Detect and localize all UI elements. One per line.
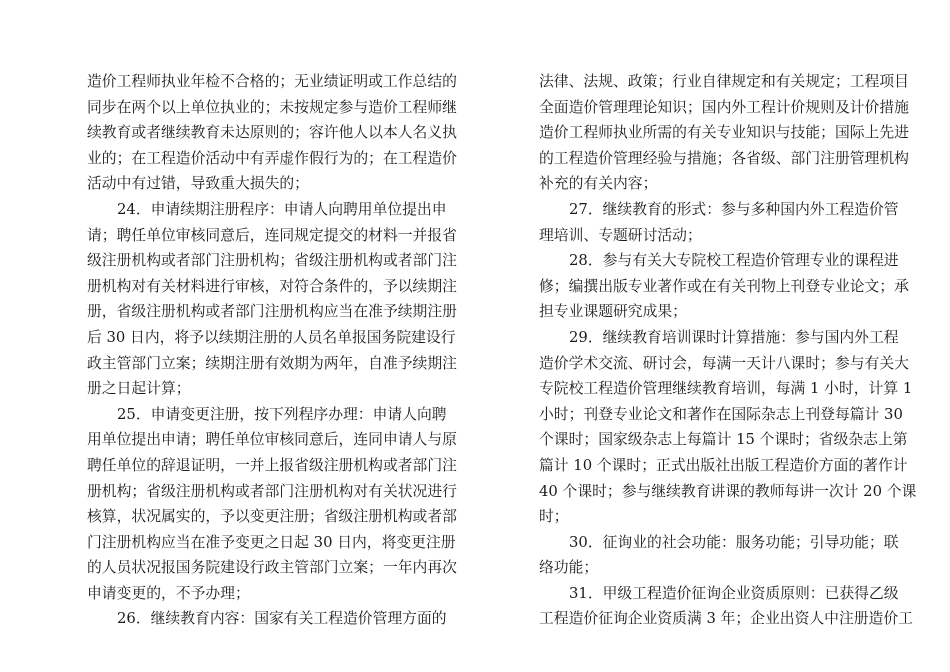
text-line: 造价工程师执业年检不合格的；无业绩证明或工作总结的 (87, 73, 457, 90)
text-line: 册机构对有关材料进行审核，对符合条件的，予以续期注 (87, 277, 457, 295)
text-line: 用单位提出申请；聘任单位审核同意后，连同申请人与原 (87, 431, 457, 449)
text-line: 时； (539, 508, 569, 526)
text-line: 请；聘任单位审核同意后，连同规定提交的材料一并报省 (87, 226, 457, 244)
text-line: 造价工程师执业所需的有关专业知识与技能；国际上先进 (539, 124, 909, 142)
text-line: 28．参与有关大专院校工程造价管理专业的课程进 (569, 252, 899, 270)
left-text-column (87, 69, 457, 632)
text-line: 册之日起计算； (87, 380, 191, 398)
text-line: 24．申请续期注册程序：申请人向聘用单位提出申 (117, 200, 447, 218)
text-line: 门注册机构应当在准予变更之日起 30 日内，将变更注册 (87, 533, 456, 551)
text-line: 专院校工程造价管理继续教育培训，每满 1 小时，计算 1 (539, 380, 913, 398)
text-line: 理培训、专题研讨活动； (539, 226, 702, 244)
text-line: 聘任单位的辞退证明，一并上报省级注册机构或者部门注 (87, 456, 457, 474)
text-line: 31．甲级工程造价征询企业资质原则：已获得乙级 (569, 584, 899, 602)
text-line: 法律、法规、政策；行业自律规定和有关规定；工程项目 (539, 73, 909, 90)
text-line: 册，省级注册机构或者部门注册机构应当在准予续期注册 (87, 303, 457, 321)
text-line: 活动中有过错，导致重大损失的； (87, 175, 309, 193)
text-line: 全面造价管理理论知识；国内外工程计价规则及计价措施 (539, 98, 909, 116)
text-line: 申请变更的，不予办理； (87, 584, 250, 602)
text-line: 26．继续教育内容：国家有关工程造价管理方面的 (117, 610, 447, 628)
text-line: 的工程造价管理经验与措施；各省级、部门注册管理机构 (539, 149, 909, 167)
text-line: 同步在两个以上单位执业的；未按规定参与造价工程师继 (87, 98, 457, 116)
text-line: 后 30 日内，将予以续期注册的人员名单报国务院建设行 (87, 328, 456, 346)
text-line: 担专业课题研究成果； (539, 303, 687, 321)
text-line: 业的；在工程造价活动中有弄虚作假行为的；在工程造价 (87, 149, 457, 167)
text-line: 补充的有关内容； (539, 175, 658, 193)
text-line: 修；编撰出版专业著作或在有关刊物上刊登专业论文；承 (539, 277, 909, 295)
text-line: 个课时；国家级杂志上每篇计 15 个课时；省级杂志上第 (539, 431, 908, 449)
text-line: 27．继续教育的形式：参与多种国内外工程造价管 (569, 200, 899, 218)
text-line: 30．征询业的社会功能：服务功能；引导功能；联 (569, 533, 899, 551)
text-line: 级注册机构或者部门注册机构；省级注册机构或者部门注 (87, 252, 457, 270)
text-line: 政主管部门立案；续期注册有效期为两年，自准予续期注 (87, 354, 457, 372)
text-line: 篇计 10 个课时；正式出版社出版工程造价方面的著作计 (539, 456, 908, 474)
text-line: 的人员状况报国务院建设行政主管部门立案；一年内再次 (87, 559, 457, 577)
text-line: 续教育或者继续教育未达原则的；容许他人以本人名义执 (87, 124, 457, 142)
text-line: 工程造价征询企业资质满 3 年；企业出资人中注册造价工 (539, 610, 913, 628)
text-line: 29．继续教育培训课时计算措施：参与国内外工程 (569, 328, 899, 346)
right-text-column (539, 69, 917, 632)
text-line: 络功能； (539, 559, 599, 577)
text-line: 册机构；省级注册机构或者部门注册机构对有关状况进行 (87, 482, 457, 500)
text-line: 造价学术交流、研讨会，每满一天计八课时；参与有关大 (539, 354, 909, 372)
text-line: 25．申请变更注册，按下列程序办理：申请人向聘 (117, 405, 447, 423)
text-line: 小时；刊登专业论文和著作在国际杂志上刊登每篇计 30 (539, 405, 903, 423)
text-line: 40 个课时；参与继续教育讲课的教师每讲一次计 20 个课 (539, 482, 917, 500)
text-line: 核算，状况属实的，予以变更注册；省级注册机构或者部 (87, 508, 457, 526)
